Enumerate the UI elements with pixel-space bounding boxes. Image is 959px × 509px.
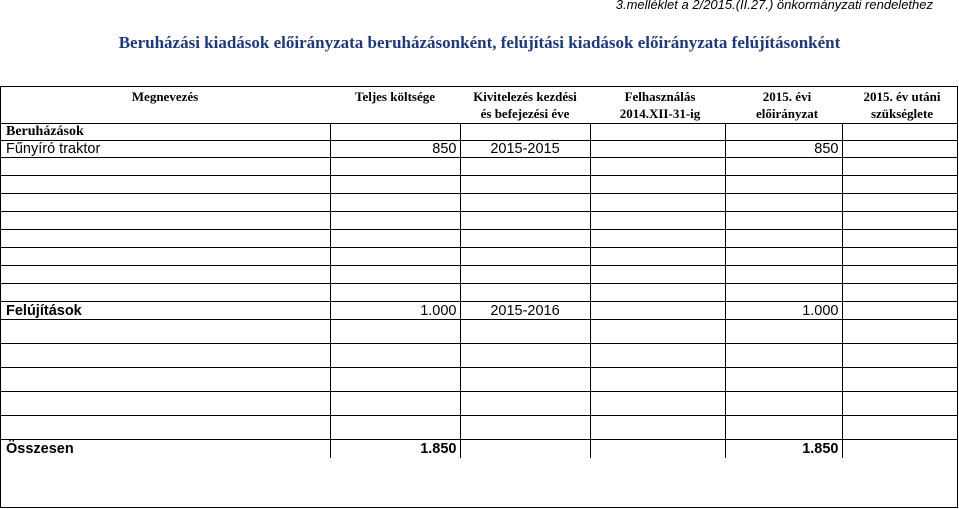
header-appropriation-line2: előirányzat bbox=[755, 106, 819, 121]
table-row bbox=[0, 124, 958, 141]
table-cell bbox=[460, 416, 590, 440]
table-cell bbox=[330, 320, 460, 344]
table-cell bbox=[842, 124, 958, 141]
table-cell bbox=[460, 176, 590, 194]
table-row bbox=[0, 368, 958, 392]
table-cell bbox=[590, 392, 725, 416]
table-row bbox=[0, 212, 958, 230]
table-cell bbox=[460, 248, 590, 266]
table-cell bbox=[725, 368, 842, 392]
header-total-cost: Teljes költsége bbox=[354, 89, 436, 104]
table-cell bbox=[0, 392, 330, 416]
table-cell bbox=[0, 158, 330, 176]
table-cell bbox=[460, 266, 590, 284]
table-cell bbox=[590, 230, 725, 248]
table-cell bbox=[330, 176, 460, 194]
table-cell bbox=[590, 248, 725, 266]
table-cell bbox=[590, 212, 725, 230]
table-cell bbox=[590, 440, 725, 458]
table-cell bbox=[330, 416, 460, 440]
section-renovations: Felújítások bbox=[0, 302, 330, 320]
table-cell bbox=[590, 368, 725, 392]
table-cell bbox=[725, 248, 842, 266]
table-cell bbox=[330, 392, 460, 416]
header-usage-line2: 2014.XII-31-ig bbox=[619, 106, 701, 121]
table-cell bbox=[725, 320, 842, 344]
table-cell bbox=[330, 266, 460, 284]
table-cell bbox=[725, 158, 842, 176]
table-cell bbox=[0, 248, 330, 266]
table-cell bbox=[460, 284, 590, 302]
table-cell bbox=[842, 320, 958, 344]
table-cell bbox=[330, 158, 460, 176]
table-cell bbox=[0, 344, 330, 368]
table-cell bbox=[0, 284, 330, 302]
table-cell bbox=[842, 176, 958, 194]
header-period-line1: Kivitelezés kezdési bbox=[473, 89, 577, 104]
table-cell bbox=[590, 344, 725, 368]
table-cell bbox=[842, 302, 958, 320]
table-row bbox=[0, 158, 958, 176]
total-appropriation-sum: 1.850 bbox=[725, 440, 842, 458]
table-row bbox=[0, 266, 958, 284]
renovations-total: 1.000 bbox=[330, 302, 460, 320]
budget-table bbox=[0, 123, 958, 458]
table-cell bbox=[460, 368, 590, 392]
document-title: Beruházási kiadások előirányzata beruházásonként, felújítási kiadások előirányzata felújításonként bbox=[118, 33, 841, 52]
total-label: Összesen bbox=[0, 440, 330, 458]
header-need bbox=[845, 88, 959, 122]
table-cell bbox=[725, 194, 842, 212]
table-cell bbox=[590, 194, 725, 212]
table-row bbox=[0, 230, 958, 248]
table-cell bbox=[725, 416, 842, 440]
table-cell bbox=[0, 416, 330, 440]
table-cell bbox=[460, 440, 590, 458]
header-usage bbox=[595, 88, 725, 122]
table-row bbox=[0, 176, 958, 194]
table-cell bbox=[725, 266, 842, 284]
table-cell bbox=[460, 392, 590, 416]
table-cell bbox=[0, 176, 330, 194]
table-row bbox=[0, 248, 958, 266]
table-cell bbox=[590, 284, 725, 302]
table-cell bbox=[0, 320, 330, 344]
table-cell bbox=[330, 368, 460, 392]
table-cell bbox=[330, 230, 460, 248]
table-row bbox=[0, 320, 958, 344]
table-cell bbox=[0, 194, 330, 212]
table-cell bbox=[0, 230, 330, 248]
header-usage-line1: Felhasználás bbox=[624, 89, 696, 104]
table-row bbox=[0, 194, 958, 212]
table-cell bbox=[330, 284, 460, 302]
item-appropriation: 850 bbox=[725, 141, 842, 158]
table-cell bbox=[842, 158, 958, 176]
header-appropriation-line1: 2015. évi bbox=[762, 89, 812, 104]
table-row bbox=[0, 392, 958, 416]
table-cell bbox=[842, 440, 958, 458]
table-cell bbox=[0, 212, 330, 230]
table-cell bbox=[842, 230, 958, 248]
renovations-appropriation: 1.000 bbox=[725, 302, 842, 320]
table-cell bbox=[590, 266, 725, 284]
header-appropriation bbox=[722, 88, 852, 122]
table-cell bbox=[0, 266, 330, 284]
table-cell bbox=[460, 320, 590, 344]
table-cell bbox=[842, 392, 958, 416]
table-cell bbox=[590, 176, 725, 194]
header-period bbox=[460, 88, 590, 122]
item-period: 2015-2015 bbox=[460, 141, 590, 158]
table-cell bbox=[460, 194, 590, 212]
table-cell bbox=[460, 158, 590, 176]
table-cell bbox=[842, 194, 958, 212]
table-row bbox=[0, 440, 958, 458]
total-cost-sum: 1.850 bbox=[330, 440, 460, 458]
table-cell bbox=[842, 266, 958, 284]
table-cell bbox=[330, 344, 460, 368]
table-cell bbox=[725, 344, 842, 368]
table-cell bbox=[590, 416, 725, 440]
table-cell bbox=[330, 212, 460, 230]
table-cell bbox=[725, 230, 842, 248]
table-cell bbox=[842, 416, 958, 440]
table-cell bbox=[725, 284, 842, 302]
table-cell bbox=[460, 230, 590, 248]
table-cell bbox=[842, 141, 958, 158]
table-row bbox=[0, 141, 958, 158]
table-cell bbox=[330, 124, 460, 141]
item-total: 850 bbox=[330, 141, 460, 158]
table-cell bbox=[590, 158, 725, 176]
table-cell bbox=[725, 212, 842, 230]
table-cell bbox=[842, 284, 958, 302]
item-name: Fűnyíró traktor bbox=[0, 141, 330, 158]
table-row bbox=[0, 284, 958, 302]
table-cell bbox=[460, 212, 590, 230]
table-cell bbox=[330, 194, 460, 212]
table-cell bbox=[590, 302, 725, 320]
table-cell bbox=[590, 320, 725, 344]
renovations-period: 2015-2016 bbox=[460, 302, 590, 320]
section-investments: Beruházások bbox=[0, 124, 330, 141]
appendix-note: 3.melléklet a 2/2015.(II.27.) önkormányzati rendelethez bbox=[615, 0, 933, 12]
table-cell bbox=[330, 248, 460, 266]
table-cell bbox=[842, 212, 958, 230]
header-name: Megnevezés bbox=[131, 89, 199, 104]
table-cell bbox=[725, 124, 842, 141]
table-cell bbox=[725, 392, 842, 416]
table-row bbox=[0, 302, 958, 320]
table-cell bbox=[842, 344, 958, 368]
header-need-line2: szükséglete bbox=[870, 106, 934, 121]
table-cell bbox=[590, 141, 725, 158]
table-cell bbox=[460, 124, 590, 141]
table-cell bbox=[842, 248, 958, 266]
table-cell bbox=[842, 368, 958, 392]
table-cell bbox=[590, 124, 725, 141]
table-cell bbox=[725, 176, 842, 194]
header-need-line1: 2015. év utáni bbox=[863, 89, 941, 104]
table-cell bbox=[0, 368, 330, 392]
table-cell bbox=[460, 344, 590, 368]
table-row bbox=[0, 416, 958, 440]
table-row bbox=[0, 344, 958, 368]
header-period-line2: és befejezési éve bbox=[480, 106, 570, 121]
